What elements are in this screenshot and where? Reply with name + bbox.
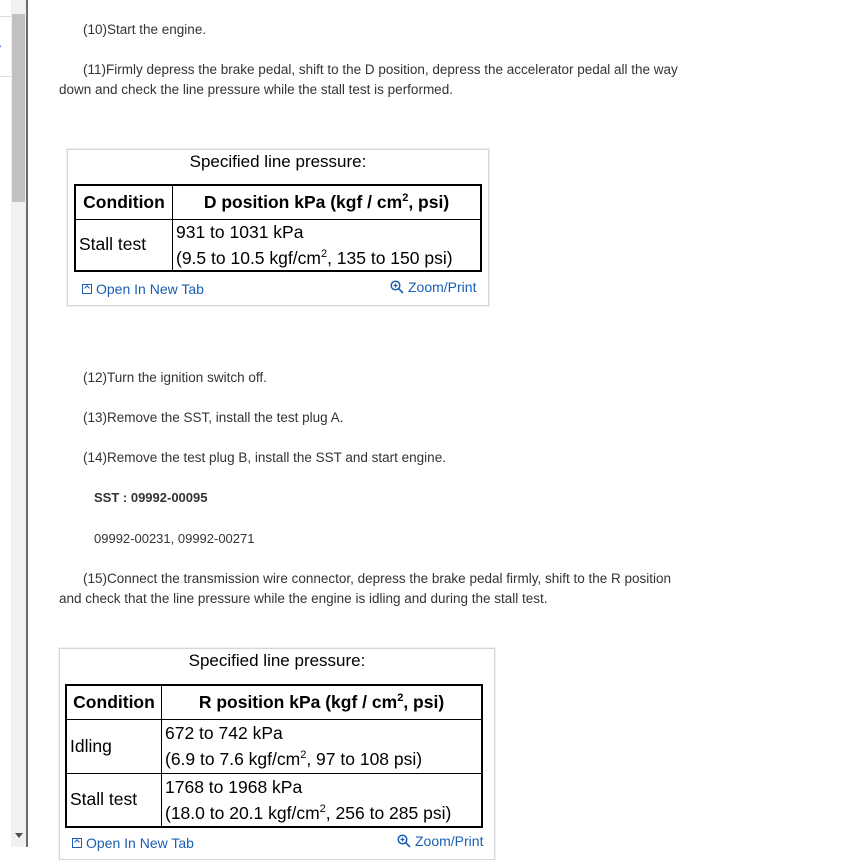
zoom-print-link[interactable] xyxy=(390,279,476,295)
r-position-table xyxy=(65,684,483,828)
d-position-table xyxy=(74,184,482,272)
value-cell: 672 to 742 kPa (6.9 to 7.6 kgf/$cm^2$, 97 to 108 psi) xyxy=(162,719,483,773)
scroll-down-arrow-icon[interactable] xyxy=(15,833,23,838)
condition-cell: Stall test xyxy=(75,219,173,271)
value-header: R position kPa ($kgf / cm^2$, psi) xyxy=(162,685,483,719)
step-12: (12)Turn the ignition switch off. xyxy=(83,370,267,385)
vertical-scrollbar[interactable] xyxy=(11,0,26,847)
zoom-icon xyxy=(390,280,404,294)
step-10 xyxy=(59,20,699,40)
chevron-right-icon[interactable] xyxy=(0,38,2,52)
value-header: D position kPa ($kgf / cm^2$, psi) xyxy=(173,185,482,219)
side-panel-header xyxy=(0,0,11,17)
step-13: (13)Remove the SST, install the test plug A. xyxy=(83,410,344,425)
line-pressure-figure-r xyxy=(59,648,495,860)
collapsed-side-panel xyxy=(0,0,11,847)
open-in-new-tab-link[interactable] xyxy=(82,281,204,297)
figure-title: Specified line pressure: xyxy=(189,152,367,171)
step-14: (14)Remove the test plug B, install the SST and start engine. xyxy=(83,450,446,465)
step-15: (15)Connect the transmission wire connector, depress the brake pedal firmly, shift to the R position and check that the line pressure while the engine is idling and during the stall test. xyxy=(59,571,672,606)
zoom-print-label: Zoom/Print xyxy=(408,279,477,295)
condition-cell: Stall test xyxy=(66,773,162,827)
table-row xyxy=(66,719,482,773)
figure-title: Specified line pressure: xyxy=(188,651,366,670)
value-cell: 931 to 1031 kPa (9.5 to 10.5 kgf/$cm^2$, 135 to 150 psi) xyxy=(173,219,482,271)
sst-numbers: 09992-00231, 09992-00271 xyxy=(94,531,255,546)
condition-header: Condition xyxy=(66,685,162,719)
table-header-row xyxy=(66,685,482,719)
side-panel-divider xyxy=(0,76,11,77)
open-in-new-tab-label: Open In New Tab xyxy=(96,281,204,297)
open-new-tab-icon xyxy=(82,284,92,294)
condition-header: Condition xyxy=(75,185,173,219)
step-10-text: (10)Start the engine. xyxy=(83,22,207,37)
condition-cell: Idling xyxy=(66,719,162,773)
zoom-icon xyxy=(397,834,411,848)
zoom-print-label: Zoom/Print xyxy=(415,833,484,849)
table-row xyxy=(66,773,482,827)
panel-divider xyxy=(26,0,28,847)
value-cell: 1768 to 1968 kPa (18.0 to 20.1 kgf/$cm^2$, 256 to 285 psi) xyxy=(162,773,483,827)
scrollbar-thumb[interactable] xyxy=(12,14,25,202)
open-in-new-tab-link[interactable] xyxy=(72,835,194,851)
open-in-new-tab-label: Open In New Tab xyxy=(86,835,194,851)
sst-label: SST : 09992-00095 xyxy=(94,490,208,505)
step-11: (11)Firmly depress the brake pedal, shift to the D position, depress the accelerator pedal all the way down and check the line pressure while the stall test is performed. xyxy=(59,62,678,97)
table-row xyxy=(75,219,481,271)
line-pressure-figure-d xyxy=(67,149,489,306)
table-header-row xyxy=(75,185,481,219)
